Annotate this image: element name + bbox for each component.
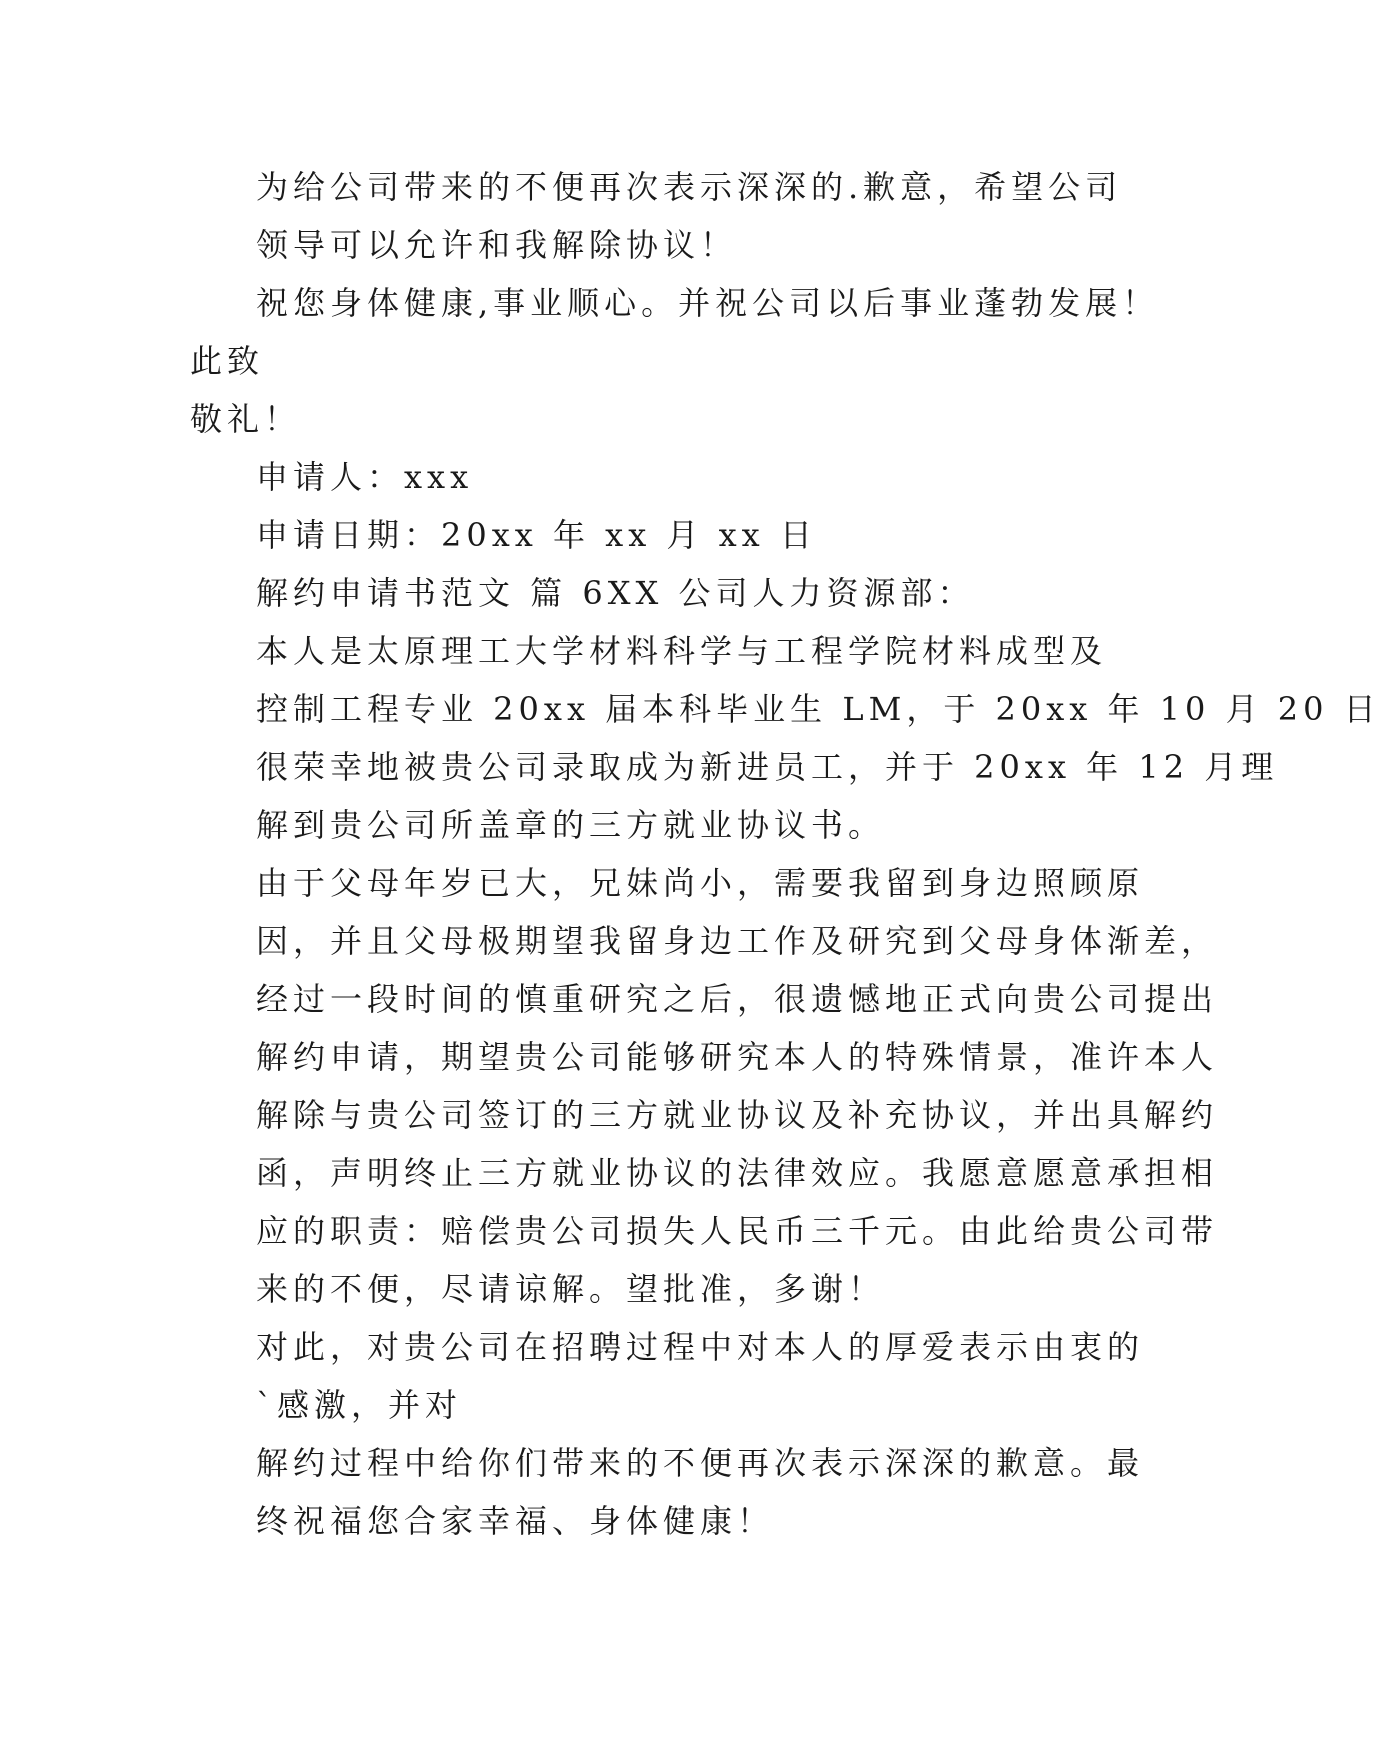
- paragraph-gratitude: [190, 1318, 1145, 1434]
- text-line: 对此，对贵公司在招聘过程中对本人的厚爱表示由衷的: [256, 1328, 1145, 1366]
- paragraph-introduction: [190, 622, 1381, 854]
- text-line: 控制工程专业 20xx 届本科毕业生 LM，于 20xx 年 10 月 20 日: [256, 690, 1381, 728]
- text-line: 很荣幸地被贵公司录取成为新进员工，并于 20xx 年 12 月理: [256, 748, 1279, 786]
- text-line: 为给公司带来的不便再次表示深深的.歉意，希望公司: [256, 168, 1123, 206]
- paragraph-closing-wishes: [190, 1434, 1145, 1550]
- paragraph-wishes: [190, 274, 1160, 332]
- application-date-line: [190, 506, 1050, 564]
- text-line: 解约申请，期望贵公司能够研究本人的特殊情景，准许本人: [256, 1038, 1219, 1076]
- text-line: 领导可以允许和我解除协议！: [256, 226, 738, 264]
- paragraph-apology: [190, 158, 1123, 274]
- text-line: 经过一段时间的慎重研究之后，很遗憾地正式向贵公司提出: [256, 980, 1219, 1018]
- text-line: 申请人：xxx: [256, 458, 474, 496]
- text-line: 解到贵公司所盖章的三方就业协议书。: [256, 806, 886, 844]
- text-line: 因，并且父母极期望我留身边工作及研究到父母身体渐差，: [256, 922, 1219, 960]
- sample-heading: [190, 564, 1050, 622]
- text-line: 解约申请书范文 篇 6XX 公司人力资源部：: [256, 574, 975, 612]
- paragraph-reasons: [190, 854, 1219, 1318]
- text-line: 终祝福您合家幸福、身体健康！: [256, 1502, 775, 1540]
- text-line: 来的不便，尽请谅解。望批准，多谢！: [256, 1270, 886, 1308]
- document-body: [190, 158, 1381, 1550]
- text-line: 本人是太原理工大学材料科学与工程学院材料成型及: [256, 632, 1108, 670]
- text-line: 此致: [190, 342, 265, 380]
- text-line: 函，声明终止三方就业协议的法律效应。我愿意愿意承担相: [256, 1154, 1219, 1192]
- text-line: 应的职责：赔偿贵公司损失人民币三千元。由此给贵公司带: [256, 1212, 1219, 1250]
- salutation-closing: [190, 332, 1050, 390]
- applicant-line: [190, 448, 1050, 506]
- text-line: 申请日期：20xx 年 xx 月 xx 日: [256, 516, 817, 554]
- text-line: 祝您身体健康,事业顺心。并祝公司以后事业蓬勃发展！: [256, 284, 1160, 322]
- text-line: 敬礼！: [190, 400, 302, 438]
- text-line: `感激，并对: [256, 1386, 463, 1424]
- text-line: 解约过程中给你们带来的不便再次表示深深的歉意。最: [256, 1444, 1145, 1482]
- text-line: 解除与贵公司签订的三方就业协议及补充协议，并出具解约: [256, 1096, 1219, 1134]
- text-line: 由于父母年岁已大，兄妹尚小，需要我留到身边照顾原: [256, 864, 1145, 902]
- salutation-regards: [190, 390, 1050, 448]
